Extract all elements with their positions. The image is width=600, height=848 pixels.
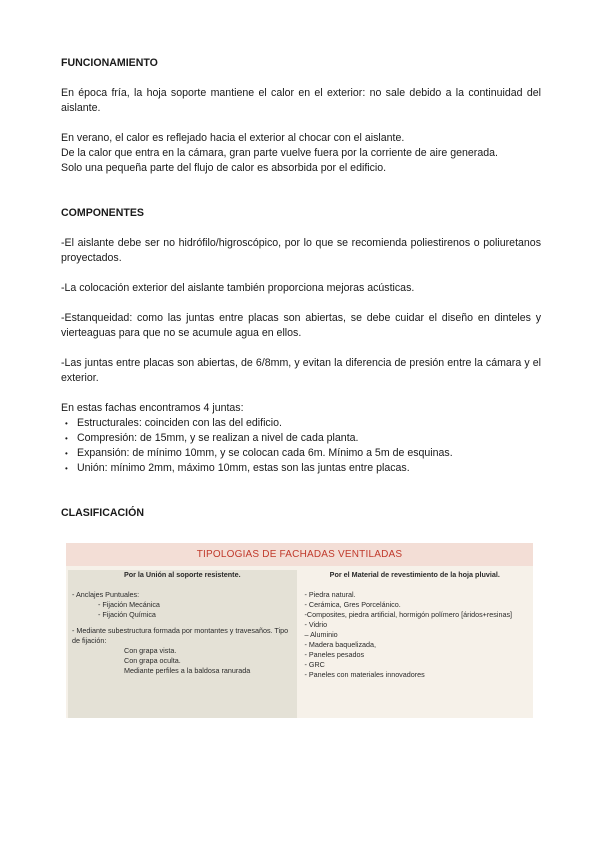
- table-column-material: [297, 570, 534, 718]
- table-line: - Cerámica, Gres Porcelánico.: [304, 600, 401, 609]
- paragraph: En estas fachas encontramos 4 juntas:: [61, 402, 244, 414]
- table-column-union: [68, 570, 297, 718]
- table-line: -Composites, piedra artificial, hormigón polímero [áridos+resinas]: [304, 610, 513, 619]
- list-item: • Estructurales: coinciden con las del edificio.: [75, 416, 541, 431]
- table-line: - GRC: [304, 660, 325, 669]
- paragraph: -Estanqueidad: como las juntas entre placas son abiertas, se debe cuidar el diseño en dinteles y vierteaguas para que no se acumule agua en ellos.: [61, 312, 541, 339]
- table-line: - Paneles con materiales innovadores: [304, 670, 425, 679]
- table-line: - Piedra natural.: [304, 590, 356, 599]
- document-body: [61, 56, 541, 521]
- table-line: - Anclajes Puntuales:: [72, 590, 140, 599]
- paragraph: En verano, el calor es reflejado hacia el exterior al chocar con el aislante.: [61, 132, 405, 144]
- heading-funcionamiento: FUNCIONAMIENTO: [61, 57, 158, 69]
- table-line: – Aluminio: [304, 630, 338, 639]
- tipologias-table: [66, 543, 533, 718]
- paragraph: -El aislante debe ser no hidrófilo/higroscópico, por lo que se recomienda poliestirenos o poliuretanos proyectados.: [61, 237, 541, 264]
- table-line: - Fijación Mecánica: [98, 600, 160, 609]
- table-line: Mediante perfiles a la baldosa ranurada: [124, 666, 251, 675]
- table-line: Con grapa vista.: [124, 646, 177, 655]
- paragraph: Solo una pequeña parte del flujo de calor es absorbida por el edificio.: [61, 162, 387, 174]
- paragraph: -La colocación exterior del aislante también proporciona mejoras acústicas.: [61, 282, 415, 294]
- paragraph: -Las juntas entre placas son abiertas, de 6/8mm, y evitan la diferencia de presión entre la cámara y el exterior.: [61, 357, 541, 384]
- column-header: Por la Unión al soporte resistente.: [123, 570, 241, 579]
- heading-componentes: COMPONENTES: [61, 207, 144, 219]
- table-line: - Mediante subestructura formada por montantes y travesaños. Tipo de fijación:: [72, 626, 289, 645]
- table-line: - Fijación Química: [98, 610, 156, 619]
- column-header: Por el Material de revestimiento de la hoja pluvial.: [329, 570, 500, 579]
- paragraph: En época fría, la hoja soporte mantiene el calor en el exterior: no sale debido a la continuidad del aislante.: [61, 87, 541, 114]
- table-title: TIPOLOGIAS DE FACHADAS VENTILADAS: [66, 543, 533, 566]
- heading-clasificacion: CLASIFICACIÓN: [61, 507, 144, 519]
- list-item: • Expansión: de mínimo 10mm, y se colocan cada 6m. Mínimo a 5m de esquinas.: [75, 446, 541, 461]
- table-line: - Vidrio: [304, 620, 328, 629]
- table-line: - Paneles pesados: [304, 650, 365, 659]
- paragraph: De la calor que entra en la cámara, gran parte vuelve fuera por la corriente de aire generada.: [61, 147, 498, 159]
- list-item: • Unión: mínimo 2mm, máximo 10mm, estas son las juntas entre placas.: [75, 461, 541, 476]
- table-line: - Madera baquelizada,: [304, 640, 377, 649]
- juntas-list: [61, 416, 541, 476]
- list-item: • Compresión: de 15mm, y se realizan a nivel de cada planta.: [75, 431, 541, 446]
- table-line: Con grapa oculta.: [124, 656, 181, 665]
